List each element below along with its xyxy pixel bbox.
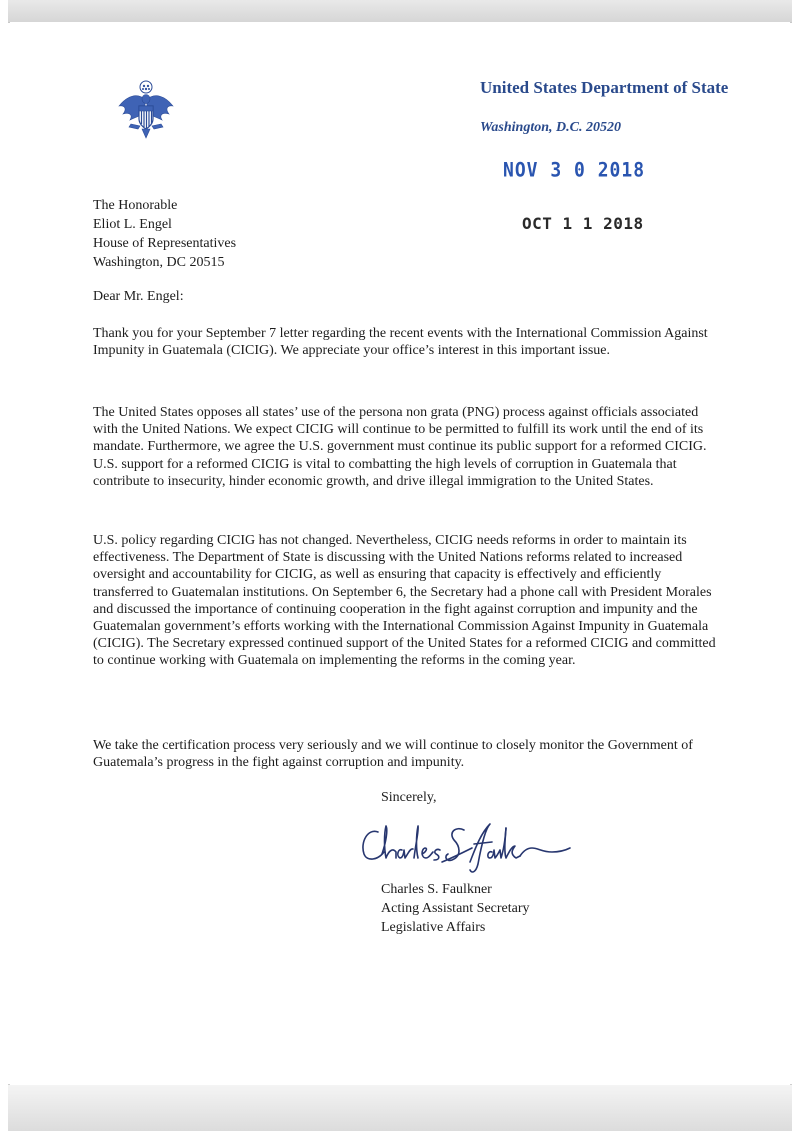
recipient-line: Eliot L. Engel: [93, 217, 172, 232]
recipient-line: Washington, DC 20515: [93, 255, 225, 270]
page-top-shadow: [8, 0, 792, 23]
closing: Sincerely,: [381, 790, 437, 805]
body-paragraph: We take the certification process very seriously and we will continue to closely monitor the Government of Guatemala’s progress in the fight against corruption and impunity.: [93, 738, 693, 771]
body-paragraph: Thank you for your September 7 letter regarding the recent events with the International Commission Against Impunity in Guatemala (CICIG). We appreciate your office’s interest in this important issue.: [93, 326, 708, 359]
great-seal-icon: [113, 78, 179, 144]
signer-office: Legislative Affairs: [381, 920, 486, 935]
salutation: Dear Mr. Engel:: [93, 289, 184, 304]
letterhead-city: Washington, D.C. 20520: [480, 120, 621, 135]
recipient-line: The Honorable: [93, 198, 178, 213]
body-paragraph: U.S. policy regarding CICIG has not changed. Nevertheless, CICIG needs reforms in order to maintain its effectiveness. The Department of State is discussing with the United Nations reforms related to increased oversight and accountability for CICIG, as well as ensuring that capacity is effectively and efficiently transferred to Guatemalan institutions. On September 6, the Secretary had a phone call with President Morales and discussed the importance of continuing cooperation in the fight against corruption and impunity and the Guatemalan government’s efforts working with the International Commission Against Impunity in Guatemala (CICIG). The Secretary expressed continued support of the United States for a reformed CICIG and committed to continue working with Guatemala on implementing the reforms in the coming year.: [93, 533, 716, 669]
received-date-stamp: NOV 3 0 2018: [503, 158, 646, 183]
handwritten-signature-icon: [356, 812, 576, 876]
recipient-address: [93, 196, 236, 272]
letter-date-stamp: OCT 1 1 2018: [522, 214, 644, 233]
signature-block: [381, 880, 530, 937]
page-bottom-shadow: [8, 1084, 792, 1131]
letterhead-department: United States Department of State: [480, 78, 729, 97]
signer-title: Acting Assistant Secretary: [381, 901, 530, 916]
signer-name: Charles S. Faulkner: [381, 882, 492, 897]
recipient-line: House of Representatives: [93, 236, 237, 251]
body-paragraph: The United States opposes all states’ use of the persona non grata (PNG) process against officials associated with the United Nations. We expect CICIG will continue to be permitted to fulfill its work until the end of its mandate. Furthermore, we agree the U.S. government must continue its public support for a reformed CICIG. U.S. support for a reformed CICIG is vital to combatting the high levels of corruption in Guatemala that contribute to insecurity, hinder economic growth, and drive illegal immigration to the United States.: [93, 405, 707, 489]
